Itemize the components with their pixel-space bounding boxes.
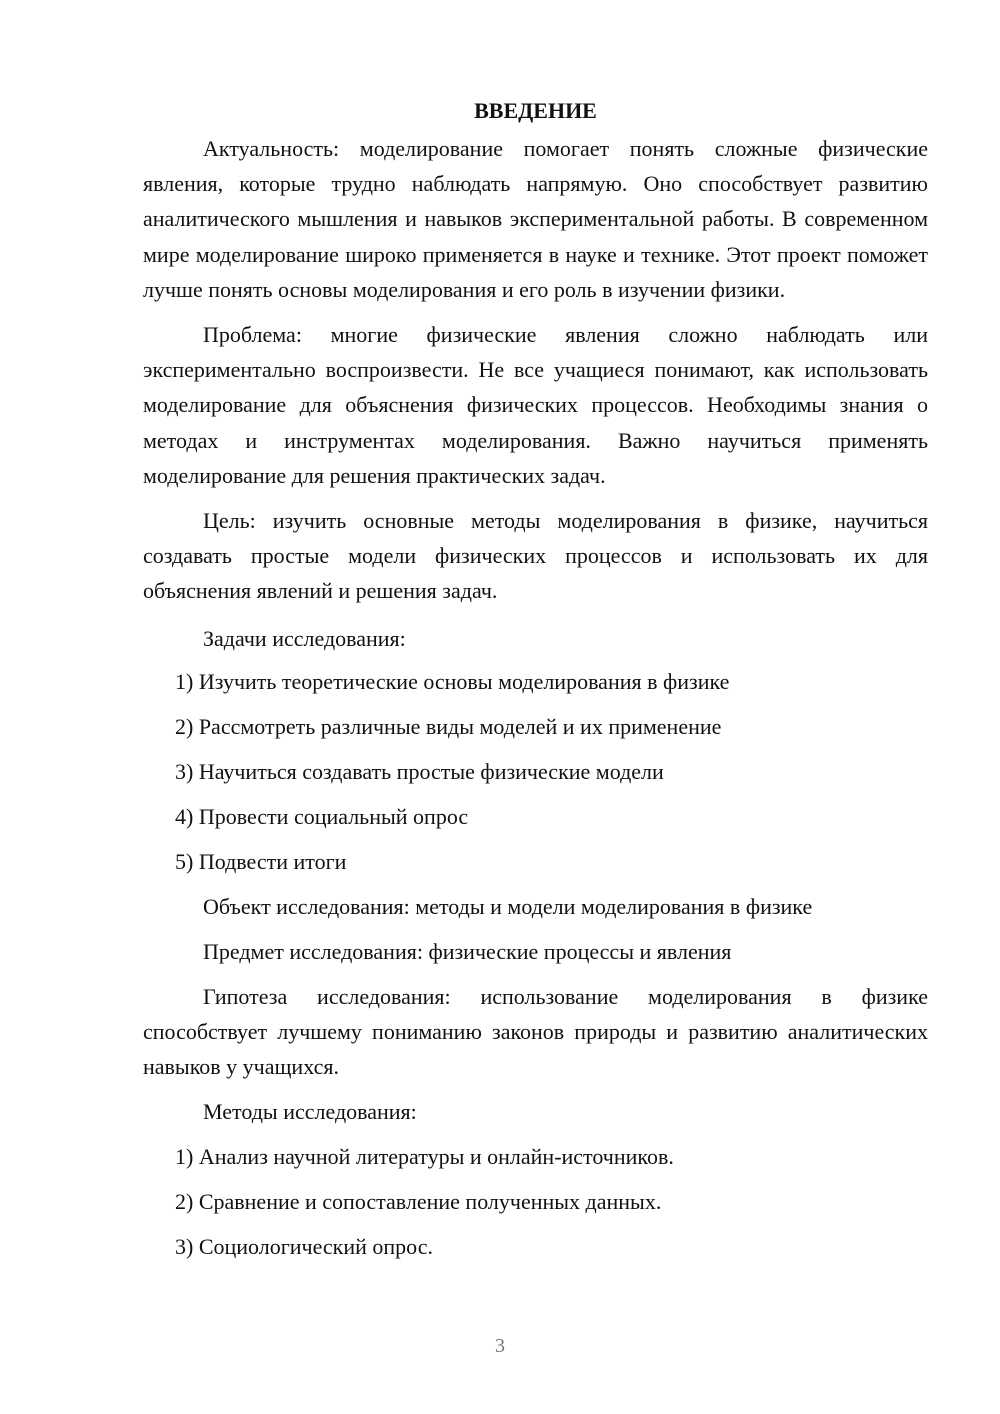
task-item: 1) Изучить теоретические основы моделирования в физике bbox=[175, 668, 730, 694]
hypothesis-paragraph: Гипотеза исследования: использование моделирования в физике способствует лучшему пониманию законов природы и развитию аналитических навыков у учащихся. bbox=[143, 983, 928, 1080]
problem-paragraph: Проблема: многие физические явления сложно наблюдать или экспериментально воспроизвести. Не все учащиеся понимают, как использовать моделирование для объяснения физических процессов. Необходимы знания о методах и инструментах моделирования. Важно научиться применять моделирование для решения практических задач. bbox=[143, 322, 928, 488]
method-item: 1) Анализ научной литературы и онлайн-источников. bbox=[175, 1144, 674, 1170]
goal-paragraph: Цель: изучить основные методы моделирования в физике, научиться создавать простые модели физических процессов и использовать их для объяснения явлений и решения задач. bbox=[143, 508, 928, 604]
tasks-title: Задачи исследования: bbox=[203, 625, 406, 651]
task-item: 4) Провести социальный опрос bbox=[175, 803, 469, 829]
research-subject: Предмет исследования: физические процессы и явления bbox=[203, 938, 732, 964]
research-object: Объект исследования: методы и модели моделирования в физике bbox=[203, 893, 813, 919]
task-item: 5) Подвести итоги bbox=[175, 848, 347, 874]
task-item: 3) Научиться создавать простые физические модели bbox=[175, 758, 664, 784]
task-item: 2) Рассмотреть различные виды моделей и их применение bbox=[175, 713, 722, 739]
methods-title: Методы исследования: bbox=[203, 1099, 417, 1125]
relevance-paragraph: Актуальность: моделирование помогает понять сложные физические явления, которые трудно наблюдать напрямую. Оно способствует развитию аналитического мышления и навыков экспериментальной работы. В современном мире моделирование широко применяется в науке и технике. Этот проект поможет лучше понять основы моделирования и его роль в изучении физики. bbox=[143, 136, 928, 302]
method-item: 2) Сравнение и сопоставление полученных данных. bbox=[175, 1189, 662, 1215]
methods-list bbox=[143, 1139, 928, 1264]
page-number: 3 bbox=[495, 1335, 505, 1357]
tasks-list bbox=[143, 664, 928, 879]
method-item: 3) Социологический опрос. bbox=[175, 1234, 433, 1260]
page-content bbox=[143, 92, 928, 1264]
page-heading: ВВЕДЕНИЕ bbox=[474, 98, 597, 123]
